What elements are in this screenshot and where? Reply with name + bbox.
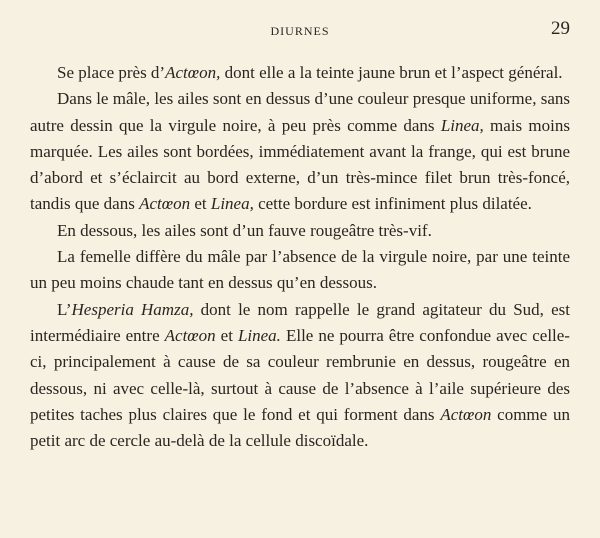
paragraph <box>30 244 570 297</box>
paragraph <box>30 86 570 217</box>
species-name: Linea, <box>210 194 254 214</box>
text-run: et <box>190 194 211 214</box>
paragraph <box>30 60 570 86</box>
species-name: Actœon <box>164 325 216 345</box>
text-run: cette bordure est infiniment plus dilatée. <box>253 194 532 214</box>
species-name: Hesperia Hamza, <box>71 299 194 319</box>
text-run: Se place près d’ <box>57 63 166 82</box>
text-run: En dessous, les ailes sont d’un fauve rougeâtre très-vif. <box>57 220 432 240</box>
body-text <box>30 60 570 454</box>
text-run: dont elle a la teinte jaune brun et l’aspect général. <box>220 63 563 82</box>
text-run: comme un petit arc de cercle au-delà de la cellule discoïdale. <box>30 404 570 451</box>
paragraph <box>30 297 570 455</box>
text-run: et <box>215 325 238 345</box>
page-number: 29 <box>551 18 570 39</box>
text-run: dont le nom rappelle le grand agitateur du Sud, est intermédiaire entre <box>30 299 570 345</box>
running-head: DIURNES <box>270 24 330 38</box>
species-name: Linea. <box>237 325 281 345</box>
paragraph <box>30 218 570 244</box>
text-run: La femelle diffère du mâle par l’absence de la virgule noire, par une teinte un peu moins chaude tant en dessus qu’en dessous. <box>30 247 570 293</box>
species-name: Actœon, <box>165 63 221 82</box>
text-run: Dans le mâle, les ailes sont en dessus d’une couleur presque uniforme, sans autre dessin que la virgule noire, à peu près comme dans <box>30 89 570 135</box>
text-run: L’ <box>57 299 72 319</box>
species-name: Linea, <box>440 115 484 135</box>
species-name: Actœon <box>440 404 492 424</box>
text-run: Elle ne pourra être confondue avec celle-ci, principalement à cause de sa couleur rembrunie en dessus, rougeâtre en dessous, ni avec celle-là, surtout à cause de l’absence à l’aile supérieure des petites taches plus claires que le fond et qui forment dans <box>30 325 570 424</box>
species-name: Actœon <box>139 194 191 214</box>
text-run: mais moins marquée. Les ailes sont bordées, immédiatement avant la frange, qui est brune d’abord et s’éclaircit au bord externe, d’un très-mince filet brun très-foncé, tandis que dans <box>30 115 570 214</box>
